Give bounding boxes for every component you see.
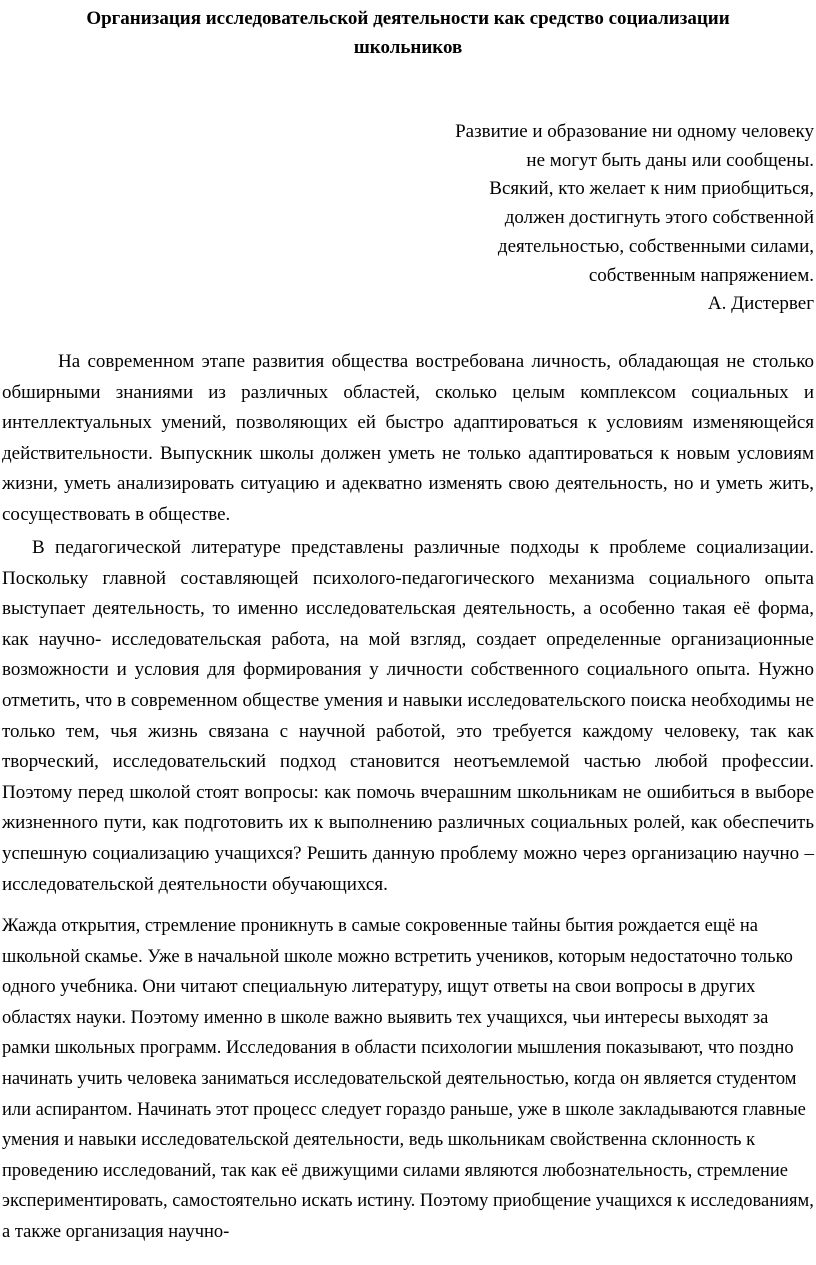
epigraph-line: Всякий, кто желает к ним приобщиться, xyxy=(489,178,814,200)
epigraph-line: собственным напряжением. xyxy=(588,264,814,286)
title-line-2: школьников xyxy=(353,37,463,58)
body-paragraph-1: На современном этапе развития общества востребована личность, обладающая не столько обширными знаниями из различных областей, сколько целым комплексом социальных и интеллектуальных умений, позволяющих ей быстро адаптироваться к условиям изменяющейся действительности. Выпускник школы должен уметь не только адаптироваться к новым условиям жизни, уметь анализировать ситуацию и адекватно изменять свою деятельность, но и уметь жить, сосуществовать в обществе. xyxy=(2,351,814,525)
epigraph xyxy=(394,118,814,319)
epigraph-line: Развитие и образование ни одному человеку xyxy=(455,121,814,142)
body-paragraph-3: Жажда открытия, стремление проникнуть в самые сокровенные тайны бытия рождается ещё на школьной скамье. Уже в начальной школе можно встретить учеников, которым недостаточно только одного учебника. Они читают специальную литературу, ищут ответы на свои вопросы в других областях науки. Поэтому именно в школе важно выявить тех учащихся, чьи интересы выходят за рамки школьных программ. Исследования в области психологии мышления показывают, что поздно начинать учить человека заниматься исследовательской деятельностью, когда он является студентом или аспирантом. Начинать этот процесс следует гораздо раньше, уже в школе закладываются главные умения и навыки исследовательской деятельности, ведь школьникам свойственна склонность к проведению исследований, так как её движущими силами являются любознательность, стремление экспериментировать, самостоятельно искать истину. Поэтому приобщение учащихся к исследованиям, а также организация научно- xyxy=(2,916,814,1242)
epigraph-line: деятельностью, собственными силами, xyxy=(497,235,814,257)
epigraph-author: А. Дистервег xyxy=(707,293,814,315)
title-line-1: Организация исследовательской деятельности как средство социализации xyxy=(86,8,730,29)
epigraph-line: должен достигнуть этого собственной xyxy=(504,207,814,229)
page-title xyxy=(20,4,796,62)
epigraph-line: не могут быть даны или сообщены. xyxy=(526,149,814,171)
body-paragraph-2: В педагогической литературе представлены различные подходы к проблеме социализации. Поскольку главной составляющей психолого-педагогического механизма социального опыта выступает деятельность, то именно исследовательская деятельность, а особенно такая её форма, как научно- исследовательская работа, на мой взгляд, создает определенные организационные возможности и условия для формирования у личности собственного социального опыта. Нужно отметить, что в современном обществе умения и навыки исследовательского поиска необходимы не только тем, чья жизнь связана с научной работой, это требуется каждому человеку, так как творческий, исследовательский подход становится неотъемлемой частью любой профессии. Поэтому перед школой стоят вопросы: как помочь вчерашним школьникам не ошибиться в выборе жизненного пути, как подготовить их к выполнению различных социальных ролей, как обеспечить успешную социализацию учащихся? Решить данную проблему можно через организацию научно – исследовательской деятельности обучающихся. xyxy=(2,537,814,895)
